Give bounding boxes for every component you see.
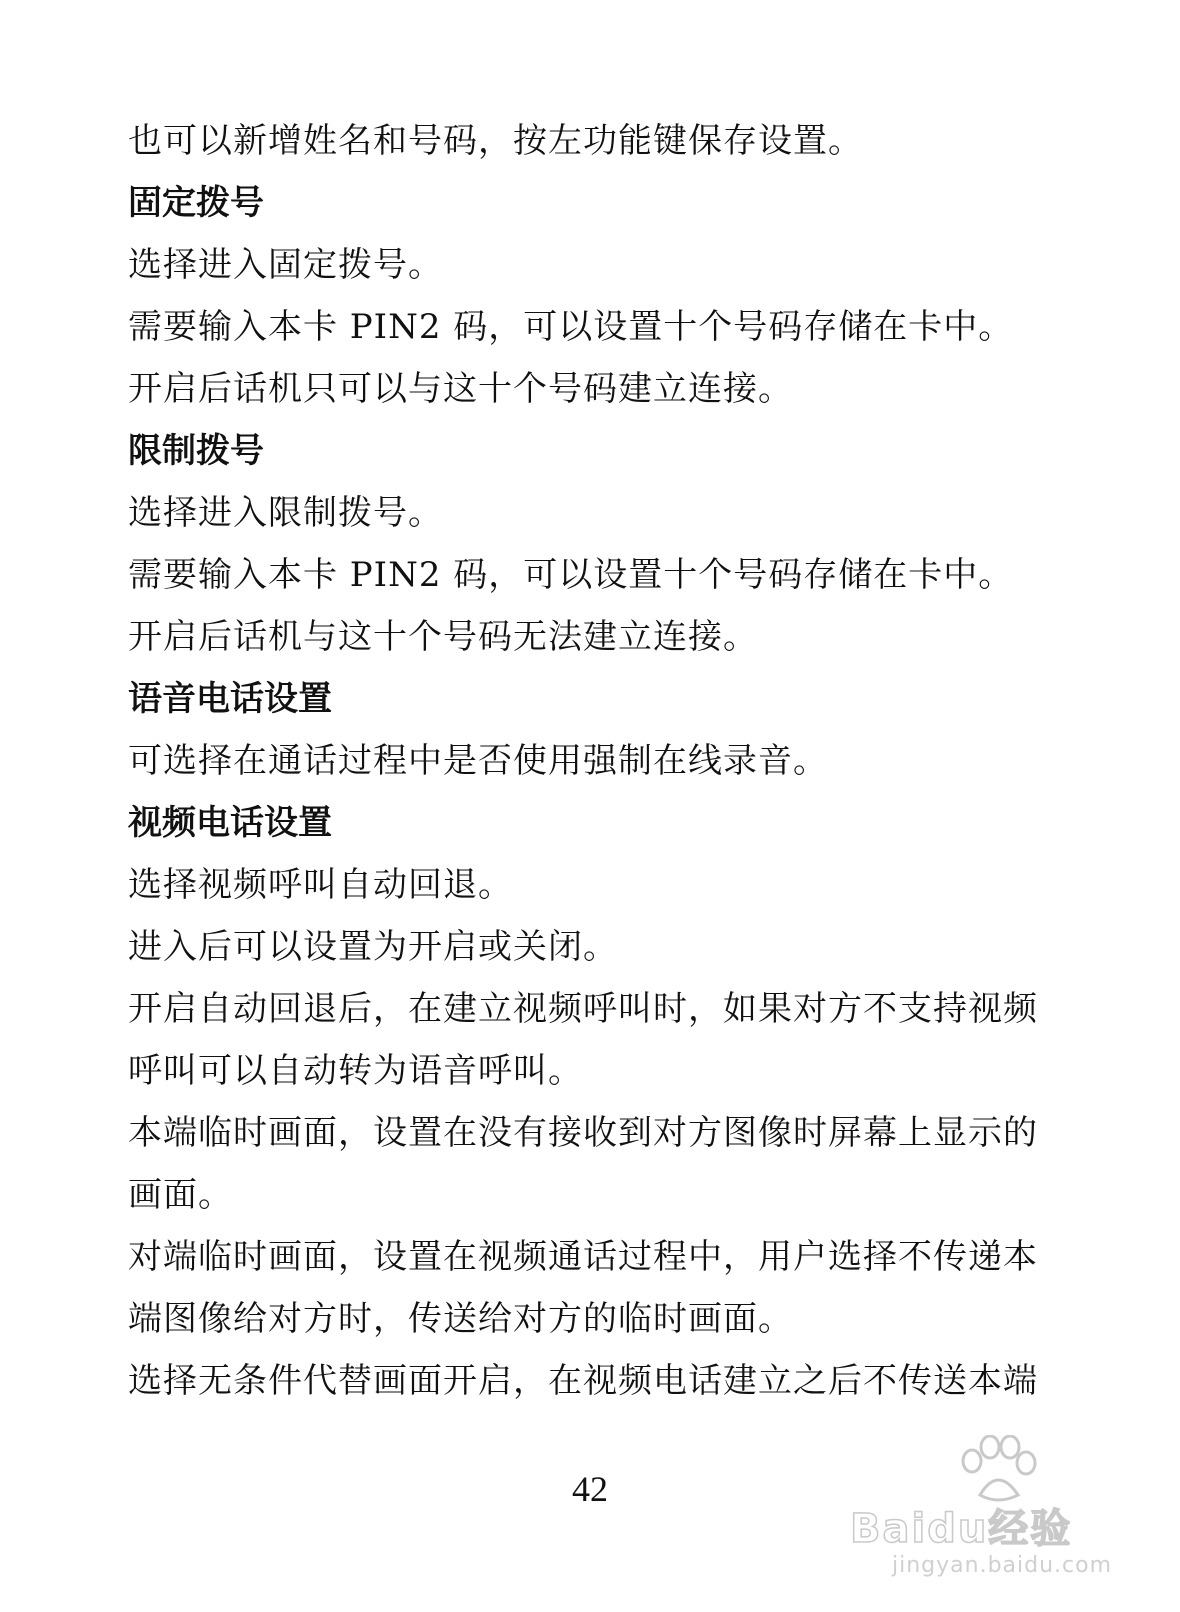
page-number: 42	[572, 1469, 608, 1509]
watermark-brand: Baidu经验	[850, 1506, 1073, 1552]
paragraph-line: 可选择在通话过程中是否使用强制在线录音。	[128, 741, 828, 781]
paragraph-line: 选择无条件代替画面开启，在视频电话建立之后不传送本端	[128, 1361, 1038, 1401]
paragraph-line: 需要输入本卡 PIN2 码，可以设置十个号码存储在卡中。	[128, 307, 1014, 347]
paragraph-line: 也可以新增姓名和号码，按左功能键保存设置。	[128, 121, 863, 161]
baidu-watermark	[840, 1435, 1160, 1585]
paragraph-line: 选择进入限制拨号。	[128, 493, 443, 533]
section-heading-restricted-dial: 限制拨号	[128, 431, 264, 471]
paragraph-line: 对端临时画面，设置在视频通话过程中，用户选择不传递本	[128, 1237, 1038, 1277]
paragraph-line: 开启后话机与这十个号码无法建立连接。	[128, 617, 758, 657]
paragraph-line: 画面。	[128, 1175, 233, 1215]
paragraph-line: 选择进入固定拨号。	[128, 245, 443, 285]
paw-icon	[950, 1435, 1040, 1505]
paragraph-line: 呼叫可以自动转为语音呼叫。	[128, 1051, 583, 1091]
paragraph-line: 端图像给对方时，传送给对方的临时画面。	[128, 1299, 793, 1339]
paragraph-line: 本端临时画面，设置在没有接收到对方图像时屏幕上显示的	[128, 1113, 1038, 1153]
paragraph-line: 需要输入本卡 PIN2 码，可以设置十个号码存储在卡中。	[128, 555, 1014, 595]
watermark-url: jingyan.baidu.com	[892, 1553, 1113, 1578]
section-heading-video-call: 视频电话设置	[128, 803, 332, 843]
section-heading-fixed-dial: 固定拨号	[128, 183, 264, 223]
document-body	[128, 110, 1088, 1412]
section-heading-voice-call: 语音电话设置	[128, 679, 332, 719]
paragraph-line: 选择视频呼叫自动回退。	[128, 865, 513, 905]
paragraph-line: 开启后话机只可以与这十个号码建立连接。	[128, 369, 793, 409]
paragraph-line: 开启自动回退后，在建立视频呼叫时，如果对方不支持视频	[128, 989, 1038, 1029]
paragraph-line: 进入后可以设置为开启或关闭。	[128, 927, 618, 967]
